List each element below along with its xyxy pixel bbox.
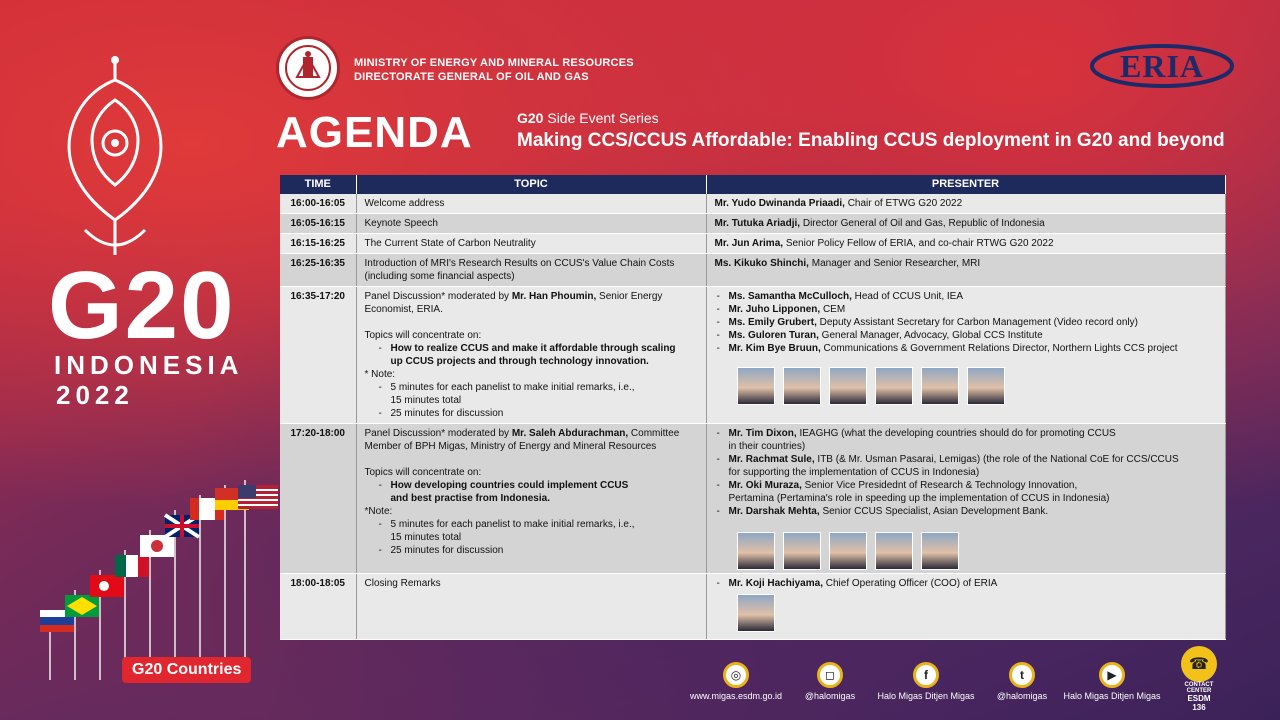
presenter-cell [706, 254, 1225, 287]
focus-text: How to realize CCUS and make it affordable through scaling [390, 343, 676, 354]
panelist-photos [737, 367, 1217, 405]
twitter-label: @halomigas [996, 691, 1048, 701]
eria-logo-text: ERIA [1120, 48, 1205, 84]
presenter-cell [706, 287, 1225, 424]
time-cell: 16:35-17:20 [280, 287, 356, 424]
panelist-photos [737, 532, 1217, 570]
panel-intro-text: Panel Discussion* moderated by [364, 291, 510, 302]
presenter-role: Chair of ETWG G20 2022 [847, 198, 963, 209]
topic-column-header: TOPIC [356, 175, 706, 194]
facebook-icon: f [913, 662, 939, 688]
time-cell: 16:05-16:15 [280, 214, 356, 234]
moderator-role: Senior Energy [599, 291, 663, 302]
g20-wordmark: G20 [48, 252, 236, 359]
presenter-cell [706, 214, 1225, 234]
moderator-role: Committee [630, 428, 680, 439]
avatar [737, 367, 775, 405]
ministry-emblem-icon [283, 43, 333, 93]
list-item [377, 518, 698, 544]
note-text: 15 minutes total [390, 532, 462, 543]
website-link[interactable] [690, 662, 782, 701]
avatar [921, 367, 959, 405]
panelist-role: Deputy Assistant Secretary for Carbon Management (Video record only) [819, 317, 1138, 328]
presenter-name: Mr. Yudo Dwinanda Priaadi, [714, 198, 845, 209]
moderator-name: Mr. Saleh Abdurachman, [511, 428, 629, 439]
time-cell: 17:20-18:00 [280, 424, 356, 574]
focus-list [365, 342, 698, 368]
table-row [280, 234, 1225, 254]
series-label [517, 110, 659, 126]
contact-line3: 136 [1192, 703, 1206, 712]
avatar [875, 532, 913, 570]
presenter-cell [706, 424, 1225, 574]
time-cell: 16:25-16:35 [280, 254, 356, 287]
panelist-role: in their countries) [728, 441, 806, 452]
presenter-name: Ms. Kikuko Shinchi, [714, 258, 809, 269]
note-text: 5 minutes for each panelist to make initial remarks, i.e., [390, 382, 635, 393]
ministry-text [354, 56, 634, 84]
eria-logo [1090, 40, 1235, 90]
agenda-table-container [280, 175, 1225, 640]
presenter-role: Director General of Oil and Gas, Republic of Indonesia [802, 218, 1045, 229]
panelist-name: Ms. Guloren Turan, [728, 330, 819, 341]
panelist-name: Mr. Rachmat Sule, [728, 454, 815, 465]
agenda-heading: AGENDA [276, 108, 473, 157]
avatar [829, 367, 867, 405]
list-item [715, 329, 1217, 342]
panel-intro [365, 290, 698, 303]
panelist-role: Senior Vice Presidednt of Research & Technology Innovation, [804, 480, 1078, 491]
topic-cell [356, 424, 706, 574]
panel-intro-text: Panel Discussion* moderated by [364, 428, 510, 439]
presenter-cell [706, 574, 1225, 640]
note-label: *Note: [364, 506, 393, 517]
list-item [715, 479, 1217, 505]
panelist-role: Pertamina (Pertamina's role in speeding up the implementation of CCUS in Indonesia) [728, 493, 1110, 504]
twitter-link[interactable] [990, 662, 1054, 701]
time-column-header: TIME [280, 175, 356, 194]
website-label: www.migas.esdm.go.id [690, 691, 783, 701]
topic-cell [356, 287, 706, 424]
presenter-role: Chief Operating Officer (COO) of ERIA [825, 578, 998, 589]
presenter-role: Senior Policy Fellow of ERIA, and co-chair RTWG G20 2022 [785, 238, 1054, 249]
twitter-icon: t [1009, 662, 1035, 688]
panelist-name: Mr. Kim Bye Bruun, [728, 343, 821, 354]
panelist-role: IEAGHG (what the developing countries should do for promoting CCUS [799, 428, 1116, 439]
list-item [377, 342, 698, 368]
presenter-photos [737, 594, 1217, 632]
agenda-table [280, 175, 1226, 640]
focus-text: How developing countries could implement CCUS [390, 480, 629, 491]
ministry-logo [276, 36, 340, 100]
directorate-name: DIRECTORATE GENERAL OF OIL AND GAS [354, 71, 589, 83]
list-item [715, 453, 1217, 479]
topics-label: Topics will concentrate on: [364, 330, 482, 341]
panelist-role: for supporting the implementation of CCUS in Indonesia) [728, 467, 980, 478]
contact-line1: CONTACT CENTER [1184, 682, 1214, 694]
topic-cell: Closing Remarks [356, 574, 706, 640]
avatar [967, 367, 1005, 405]
time-cell: 18:00-18:05 [280, 574, 356, 640]
list-item [715, 290, 1217, 303]
facebook-link[interactable] [876, 662, 976, 701]
note-text: 15 minutes total [390, 395, 462, 406]
year-wordmark: 2022 [56, 380, 134, 410]
list-item [715, 577, 1217, 590]
list-item [715, 342, 1217, 355]
contact-center-badge[interactable] [1178, 646, 1220, 712]
table-row [280, 214, 1225, 234]
instagram-icon: ◻ [817, 662, 843, 688]
focus-list [365, 479, 698, 505]
list-item: - 25 minutes for discussion [377, 407, 698, 420]
facebook-label: Halo Migas Ditjen Migas [877, 691, 975, 701]
presenter-cell [706, 234, 1225, 254]
table-row [280, 574, 1225, 640]
series-text: Side Event Series [547, 110, 659, 126]
avatar [737, 532, 775, 570]
panelist-name: Ms. Samantha McCulloch, [728, 291, 852, 302]
topic-cell: Welcome address [356, 194, 706, 214]
time-cell: 16:00-16:05 [280, 194, 356, 214]
panel-intro [365, 427, 698, 440]
note-list [365, 518, 698, 557]
note-label: * Note: [364, 369, 396, 380]
instagram-label: @halomigas [804, 691, 856, 701]
presenter-name: Mr. Jun Arima, [714, 238, 784, 249]
list-item [715, 505, 1217, 518]
table-row [280, 424, 1225, 574]
panelist-role: Communications & Government Relations Director, Northern Lights CCS project [823, 343, 1178, 354]
presenter-role: Manager and Senior Researcher, MRI [811, 258, 981, 269]
g20-batik-emblem-icon [50, 55, 180, 265]
list-item: - 25 minutes for discussion [377, 544, 698, 557]
series-g20: G20 [517, 110, 544, 126]
note-text: 5 minutes for each panelist to make initial remarks, i.e., [390, 519, 635, 530]
youtube-label: Halo Migas Ditjen Migas [1063, 691, 1161, 701]
g20-countries-badge: G20 Countries [122, 657, 251, 683]
presenter-list [715, 577, 1217, 590]
ministry-name: MINISTRY OF ENERGY AND MINERAL RESOURCES [354, 57, 634, 69]
headset-icon: ☎ [1181, 646, 1217, 682]
instagram-link[interactable] [798, 662, 862, 701]
panelist-role: General Manager, Advocacy, Global CCS Institute [821, 330, 1043, 341]
table-header-row [280, 175, 1225, 194]
time-cell: 16:15-16:25 [280, 234, 356, 254]
panelist-list [715, 427, 1217, 518]
avatar [829, 532, 867, 570]
panelist-name: Mr. Tim Dixon, [728, 428, 797, 439]
moderator-role-cont: Economist, ERIA. [364, 304, 443, 315]
panelist-name: Mr. Oki Muraza, [728, 480, 802, 491]
panelist-name: Mr. Darshak Mehta, [728, 506, 820, 517]
topic-cell [356, 254, 706, 287]
youtube-icon: ▶ [1099, 662, 1125, 688]
avatar [737, 594, 775, 632]
youtube-link[interactable] [1062, 662, 1162, 701]
list-item [715, 427, 1217, 453]
presenter-column-header: PRESENTER [706, 175, 1225, 194]
panelist-role: Senior CCUS Specialist, Asian Development Bank. [822, 506, 1049, 517]
panelist-role: ITB (& Mr. Usman Pasarai, Lemigas) (the role of the National CoE for CCS/CCUS [817, 454, 1179, 465]
table-row [280, 287, 1225, 424]
presenter-cell [706, 194, 1225, 214]
panelist-name: Ms. Emily Grubert, [728, 317, 817, 328]
focus-text: and best practise from Indonesia. [390, 493, 550, 504]
avatar [921, 532, 959, 570]
table-row [280, 194, 1225, 214]
note-list [365, 381, 698, 420]
panelist-role: Head of CCUS Unit, IEA [854, 291, 964, 302]
list-item [715, 303, 1217, 316]
topic-line: Introduction of MRI's Research Results on CCUS's Value Chain Costs [364, 258, 675, 269]
topic-line: (including some financial aspects) [364, 271, 515, 282]
table-row [280, 254, 1225, 287]
avatar [783, 532, 821, 570]
topics-label: Topics will concentrate on: [364, 467, 482, 478]
list-item [377, 479, 698, 505]
contact-line2: ESDM [1187, 694, 1211, 703]
avatar [875, 367, 913, 405]
globe-icon: ◎ [723, 662, 749, 688]
list-item [377, 381, 698, 407]
topic-cell: Keynote Speech [356, 214, 706, 234]
focus-text: up CCUS projects and through technology innovation. [390, 356, 649, 367]
indonesia-wordmark: INDONESIA [54, 350, 244, 380]
event-title: Making CCS/CCUS Affordable: Enabling CCUS deployment in G20 and beyond [517, 130, 1225, 151]
presenter-name: Mr. Koji Hachiyama, [728, 578, 823, 589]
panelist-list [715, 290, 1217, 355]
list-item [715, 316, 1217, 329]
moderator-name: Mr. Han Phoumin, [511, 291, 597, 302]
topic-cell: The Current State of Carbon Neutrality [356, 234, 706, 254]
panelist-role: CEM [822, 304, 846, 315]
avatar [783, 367, 821, 405]
g20-flags-illustration [30, 480, 310, 680]
presenter-name: Mr. Tutuka Ariadji, [714, 218, 801, 229]
panelist-name: Mr. Juho Lipponen, [728, 304, 821, 315]
moderator-role-cont: Member of BPH Migas, Ministry of Energy and Mineral Resources [364, 441, 657, 452]
